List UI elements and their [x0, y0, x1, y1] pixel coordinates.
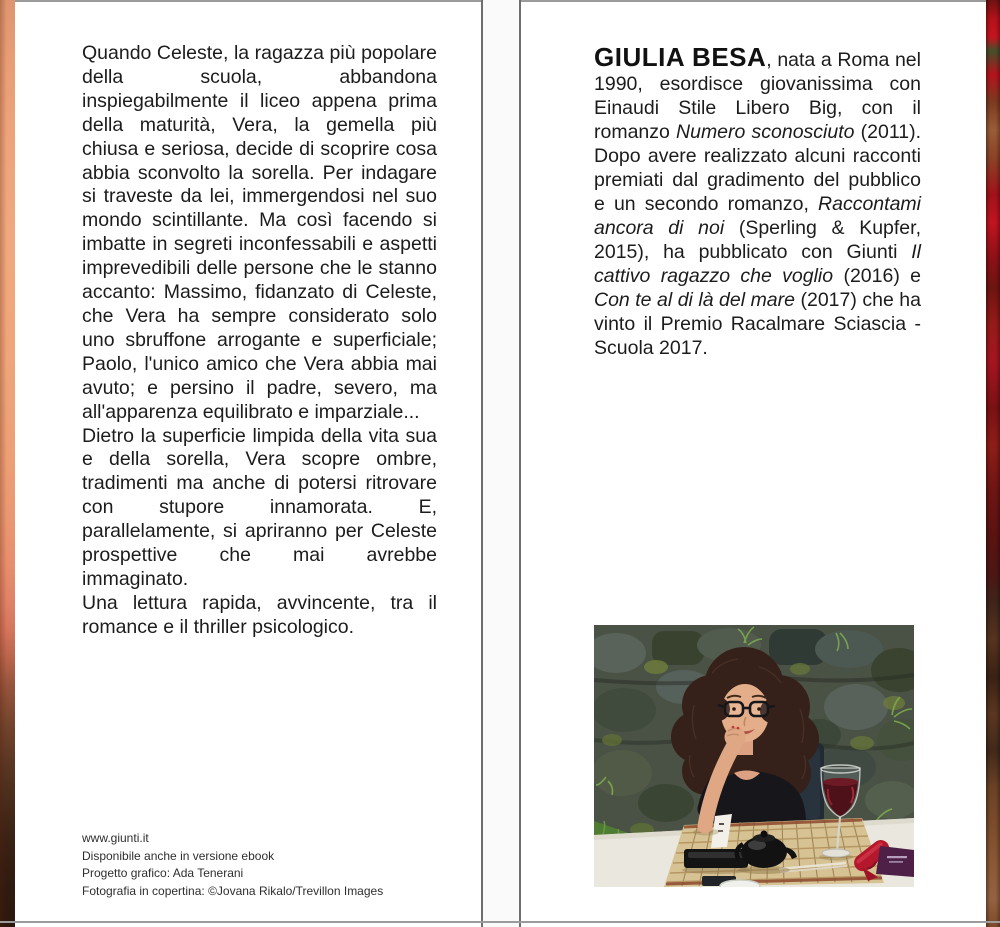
author-bio	[594, 42, 921, 360]
bio-segment: Con te al di là del mare	[594, 289, 795, 311]
footer-line: Fotografia in copertina: ©Jovana Rikalo/Trevillon Images	[82, 883, 384, 898]
flap-fold-gutter	[481, 0, 521, 927]
bio-segment: (2016) e	[833, 265, 921, 287]
bio-segment: Numero sconosciuto	[676, 121, 855, 143]
synopsis-paragraph: Dietro la superficie limpida della vita sua e della sorella, Vera scopre ombre, tradimenti ma anche di potersi ritrovare con stupore innamorata. E, parallelamente, si apriranno per Celeste prospettive che mai avrebbe immaginato.	[82, 424, 437, 590]
bio-segment: (2011). Dopo avere realizzato alcuni racconti premiati dal gradimento del pubblico e un secondo romanzo,	[594, 121, 921, 215]
synopsis-paragraph: Una lettura rapida, avvincente, tra il romance e il thriller psicologico.	[82, 591, 437, 638]
cover-front-edge-strip	[0, 0, 15, 927]
bio-segment: (2017) che ha vinto il Premio Racalmare Sciascia - Scuola 2017.	[594, 289, 921, 359]
bio-segment: GIULIA BESA	[594, 42, 767, 72]
bio-segment: , nata a Roma nel 1990, esordisce giovanissima con Einaudi Stile Libero Big, con il romanzo	[594, 49, 921, 143]
menu-card	[876, 846, 914, 877]
author-photo	[594, 625, 914, 887]
footer-line: www.giunti.it	[82, 831, 149, 845]
bio-segment: Il cattivo ragazzo che voglio	[594, 241, 921, 287]
publisher-footer	[82, 830, 482, 900]
bio-segment: Raccontami ancora di noi	[594, 193, 921, 239]
synopsis-text	[82, 42, 437, 640]
plate	[720, 880, 760, 887]
page-bottom-edge	[0, 921, 1000, 923]
footer-line: Progetto grafico: Ada Tenerani	[82, 866, 244, 881]
footer-line: Disponibile anche in versione ebook	[82, 848, 275, 863]
cover-back-edge-strip	[986, 0, 1000, 927]
synopsis-paragraph: Quando Celeste, la ragazza più popolare della scuola, abbandona inspiegabilmente il liceo appena prima della maturità, Vera, la gemella più chiusa e seriosa, decide di scoprire cosa abbia sconvolto la sorella. Per indagare si traveste da lei, immergendosi nel suo mondo scintillante. Ma così facendo si imbatte in segreti inconfessabili e aspetti imprevedibili delle persone che le stanno accanto: Massimo, fidanzato di Celeste, che Vera ha sempre considerato solo uno sbruffone arrogante e superficiale; Paolo, l'unico amico che Vera abbia mai avuto; e persino il padre, severo, ma all'apparenza equilibrato e imparziale...	[82, 42, 437, 423]
bio-segment: (Sperling & Kupfer, 2015), ha pubblicato con Giunti	[594, 217, 921, 263]
